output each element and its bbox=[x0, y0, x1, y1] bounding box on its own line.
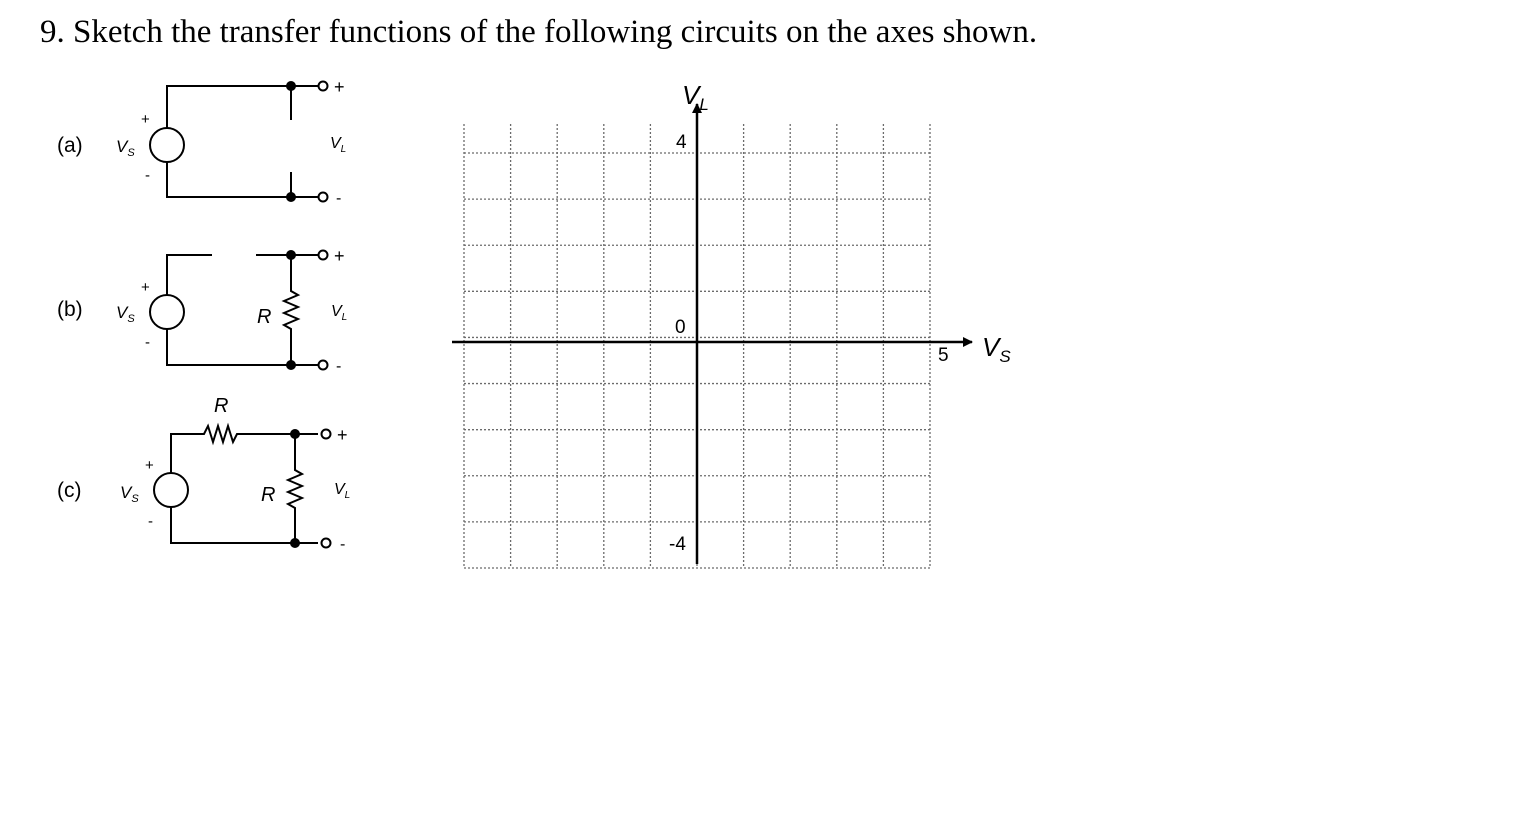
circuit-a-wire-top bbox=[167, 86, 291, 128]
circuit-b bbox=[57, 246, 347, 375]
circuit-b-label: (b) bbox=[57, 298, 83, 321]
circuit-a-voltage-source bbox=[150, 128, 184, 162]
y-axis-label: $V_L$ bbox=[682, 80, 709, 114]
circuit-c-source-plus: + bbox=[145, 457, 154, 474]
circuit-b-terminal-bottom bbox=[319, 361, 328, 370]
circuit-b-terminal-top bbox=[319, 251, 328, 260]
y-tick-label-zero: 0 bbox=[675, 317, 686, 338]
circuit-a-output-label: $V_L$ bbox=[330, 135, 347, 155]
circuit-a-terminal-minus: - bbox=[336, 190, 342, 207]
circuit-b-source-label: $V_S$ bbox=[116, 303, 135, 325]
circuit-b-resistor bbox=[284, 255, 298, 365]
circuit-a-node-top bbox=[287, 82, 295, 90]
circuit-a-terminal-bottom bbox=[319, 193, 328, 202]
circuit-c-node-bottom bbox=[291, 539, 299, 547]
circuit-b-voltage-source bbox=[150, 295, 184, 329]
x-axis-label: $V_S$ bbox=[982, 332, 1011, 366]
circuit-b-source-plus: + bbox=[141, 279, 150, 296]
circuit-c-label: (c) bbox=[57, 479, 82, 502]
y-tick-label-bottom: -4 bbox=[669, 534, 686, 555]
circuit-c-terminal-bottom bbox=[322, 539, 331, 548]
circuit-c bbox=[57, 395, 350, 553]
circuit-a-label: (a) bbox=[57, 134, 83, 157]
circuit-b-source-minus: - bbox=[145, 334, 150, 351]
circuit-b-resistor-label: R bbox=[257, 306, 272, 328]
circuit-b-output-label: $V_L$ bbox=[331, 303, 348, 323]
circuit-a-source-minus: - bbox=[145, 167, 150, 184]
circuit-c-series-resistor-label: R bbox=[214, 395, 229, 417]
circuit-a-terminal-plus: + bbox=[334, 77, 345, 97]
circuit-b-node-bottom bbox=[287, 361, 295, 369]
circuit-a-wire-bottom bbox=[167, 162, 291, 197]
circuit-c-source-label: $V_S$ bbox=[120, 483, 139, 505]
question-text: 9. Sketch the transfer functions of the following circuits on the axes shown. bbox=[40, 14, 1038, 50]
x-tick-label-right: 5 bbox=[938, 345, 949, 366]
circuit-c-source-minus: - bbox=[148, 513, 153, 530]
circuit-c-terminal-top bbox=[322, 430, 331, 439]
circuit-a-node-bottom bbox=[287, 193, 295, 201]
circuit-b-wire-bottom bbox=[167, 329, 318, 365]
y-tick-label-top: 4 bbox=[676, 132, 687, 153]
circuit-a-terminal-top bbox=[319, 82, 328, 91]
circuit-c-terminal-plus: + bbox=[337, 425, 348, 445]
circuit-c-shunt-resistor-label: R bbox=[261, 484, 276, 506]
transfer-function-graph bbox=[452, 80, 1011, 568]
circuit-b-wire-top-left bbox=[167, 255, 212, 295]
circuit-c-terminal-minus: - bbox=[340, 536, 346, 553]
circuit-c-voltage-source bbox=[154, 473, 188, 507]
circuit-b-terminal-minus: - bbox=[336, 358, 342, 375]
circuit-c-node-top bbox=[291, 430, 299, 438]
circuit-a-source-plus: + bbox=[141, 111, 150, 128]
circuit-c-shunt-resistor bbox=[288, 434, 302, 543]
circuit-a-source-label: $V_S$ bbox=[116, 137, 135, 159]
circuit-b-node-top bbox=[287, 251, 295, 259]
circuit-c-output-label: $V_L$ bbox=[334, 481, 351, 501]
circuit-a bbox=[57, 77, 346, 207]
circuit-b-terminal-plus: + bbox=[334, 246, 345, 266]
